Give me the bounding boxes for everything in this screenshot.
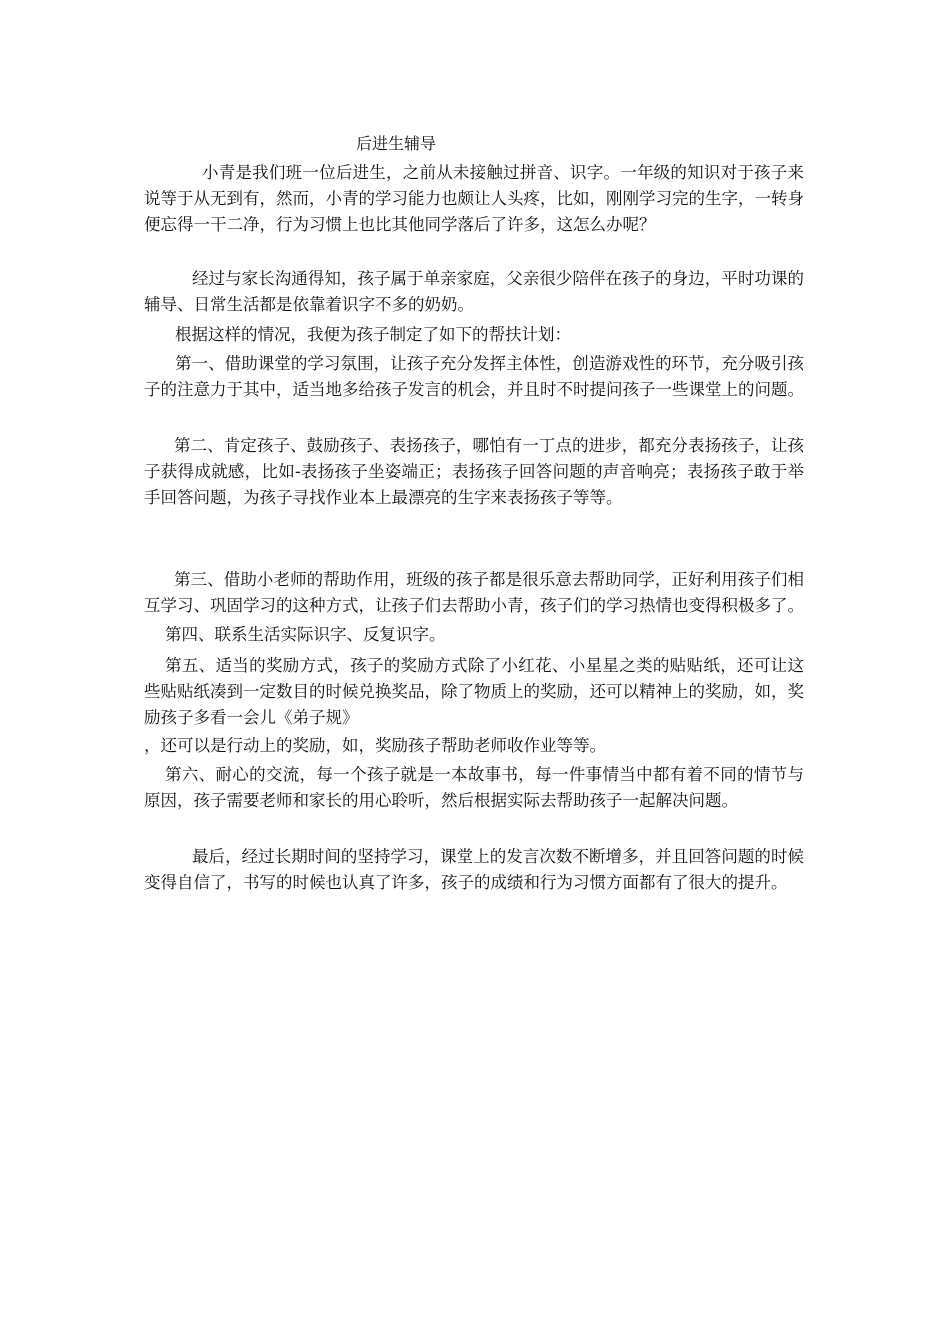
paragraph-step-1: 第一、借助课堂的学习氛围，让孩子充分发挥主体性，创造游戏性的环节，充分吸引孩子的注意力于其中，适当地多给孩子发言的机会，并且时不时提问孩子一些课堂上的问题。 (144, 354, 804, 399)
paragraph-step-5: 第五、适当的奖励方式，孩子的奖励方式除了小红花、小星星之类的贴贴纸，还可让这些贴贴纸凑到一定数目的时候兑换奖品，除了物质上的奖励，还可以精神上的奖励，如，奖励孩子多看一会儿《弟子规》 (144, 656, 804, 727)
paragraph-conclusion: 最后，经过长期时间的坚持学习，课堂上的发言次数不断增多，并且回答问题的时候变得自信了，书写的时候也认真了许多，孩子的成绩和行为习惯方面都有了很大的提升。 (144, 847, 804, 892)
paragraph-step-5-continued: ，还可以是行动上的奖励，如，奖励孩子帮助老师收作业等等。 (144, 736, 606, 755)
paragraph-step-3: 第三、借助小老师的帮助作用，班级的孩子都是很乐意去帮助同学，正好利用孩子们相互学习、巩固学习的这种方式，让孩子们去帮助小青，孩子们的学习热情也变得积极多了。 (144, 570, 804, 615)
paragraph-step-4: 第四、联系生活实际识字、反复识字。 (165, 625, 446, 644)
paragraph-family-background: 经过与家长沟通得知，孩子属于单亲家庭，父亲很少陪伴在孩子的身边，平时功课的辅导、日常生活都是依靠着识字不多的奶奶。 (144, 269, 804, 314)
paragraph-step-2: 第二、肯定孩子、鼓励孩子、表扬孩子，哪怕有一丁点的进步，都充分表扬孩子，让孩子获得成就感，比如-表扬孩子坐姿端正；表扬孩子回答问题的声音响亮；表扬孩子敢于举手回答问题，为孩子寻找作业本上最漂亮的生字来表扬孩子等等。 (144, 436, 804, 507)
document-title: 后进生辅导 (356, 134, 437, 153)
paragraph-step-6: 第六、耐心的交流，每一个孩子就是一本故事书，每一件事情当中都有着不同的情节与原因，孩子需要老师和家长的用心聆听，然后根据实际去帮助孩子一起解决问题。 (144, 765, 804, 810)
paragraph-plan-intro: 根据这样的情况，我便为孩子制定了如下的帮扶计划： (175, 325, 571, 344)
paragraph-intro: 小青是我们班一位后进生，之前从未接触过拼音、识字。一年级的知识对于孩子来说等于从无到有，然而，小青的学习能力也颇让人头疼，比如，刚刚学习完的生字，一转身便忘得一干二净，行为习惯上也比其他同学落后了许多，这怎么办呢？ (144, 163, 804, 234)
